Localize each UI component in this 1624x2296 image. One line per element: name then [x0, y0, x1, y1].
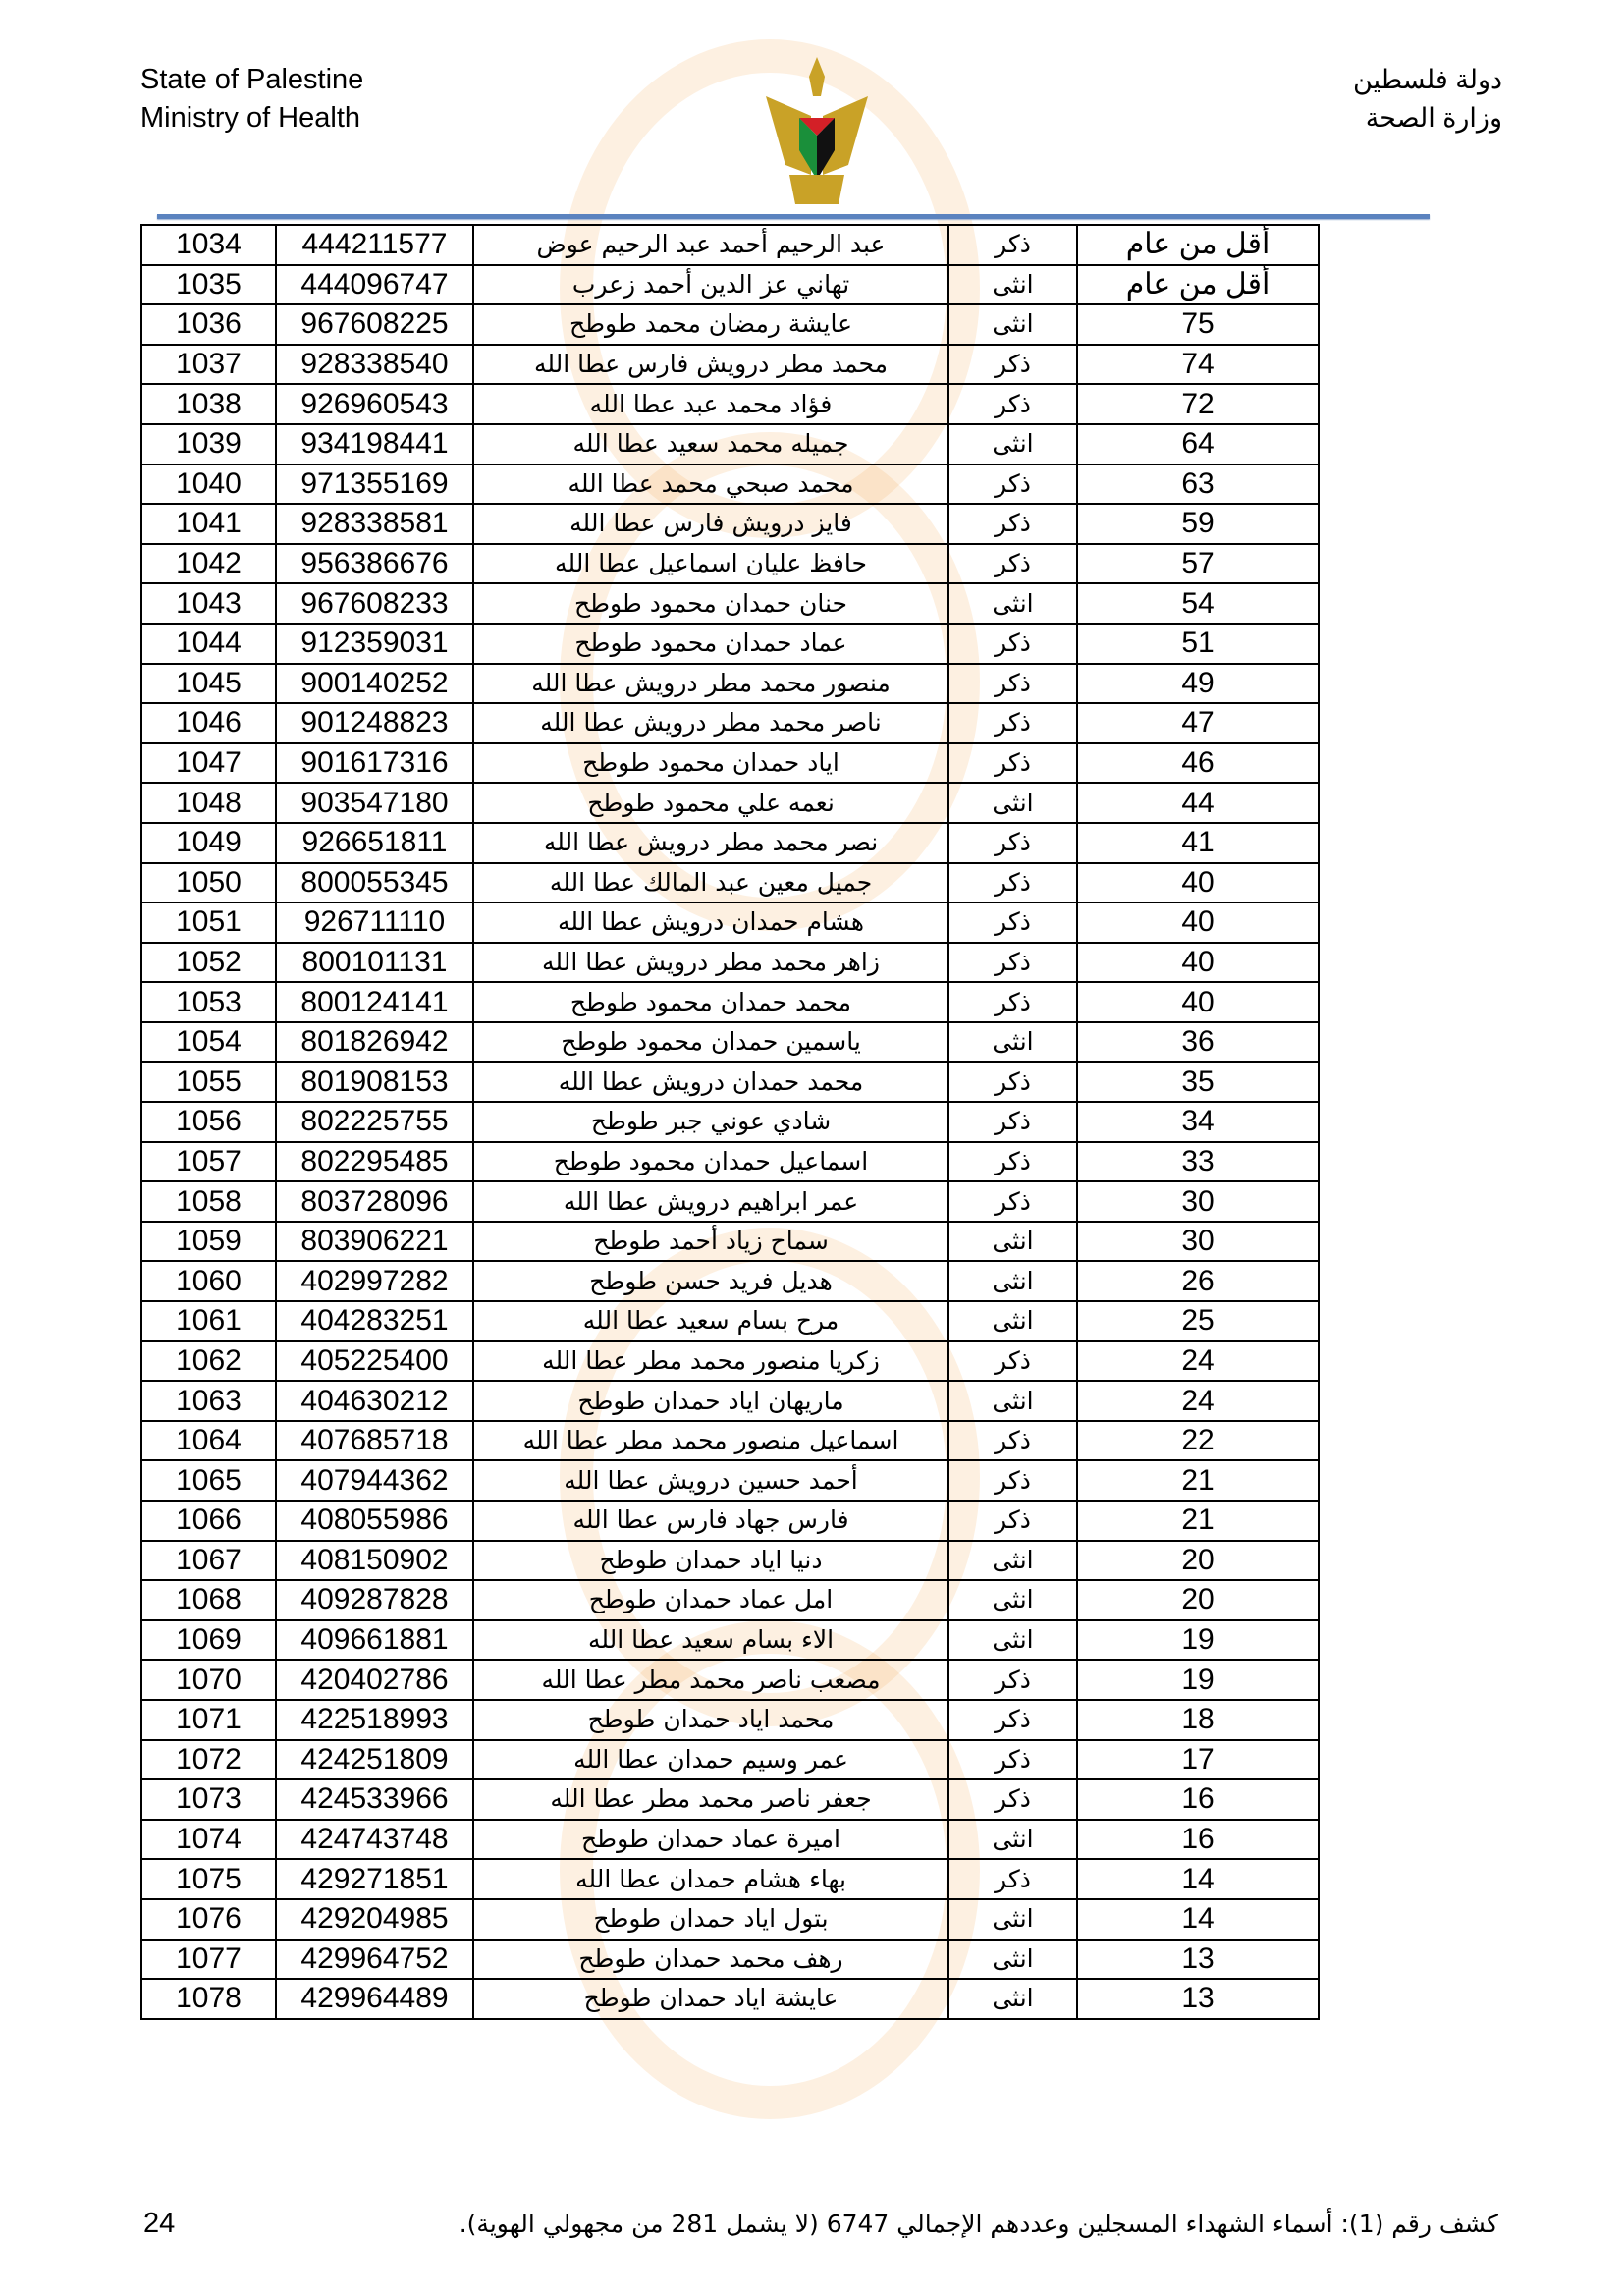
gender-cell: ذكر: [948, 1740, 1077, 1780]
id-cell: 404630212: [276, 1381, 473, 1421]
serial-cell: 1067: [141, 1541, 276, 1581]
table-row: [141, 504, 1319, 544]
age-cell: 26: [1077, 1261, 1319, 1301]
age-cell: 44: [1077, 783, 1319, 823]
age-cell: 20: [1077, 1580, 1319, 1620]
table-row: [141, 1062, 1319, 1102]
serial-cell: 1073: [141, 1779, 276, 1820]
gender-cell: ذكر: [948, 1341, 1077, 1382]
serial-cell: 1071: [141, 1700, 276, 1740]
id-cell: 801826942: [276, 1022, 473, 1063]
age-cell: 33: [1077, 1142, 1319, 1182]
id-cell: 800055345: [276, 863, 473, 903]
serial-cell: 1045: [141, 664, 276, 704]
gender-cell: ذكر: [948, 1421, 1077, 1461]
age-cell: 21: [1077, 1501, 1319, 1541]
id-cell: 424251809: [276, 1740, 473, 1780]
serial-cell: 1058: [141, 1181, 276, 1222]
name-cell: عايشة رمضان محمد طوطح: [473, 304, 948, 345]
id-cell: 926711110: [276, 902, 473, 943]
gender-cell: انثى: [948, 1301, 1077, 1341]
gender-cell: ذكر: [948, 384, 1077, 424]
age-cell: 19: [1077, 1660, 1319, 1700]
gender-cell: ذكر: [948, 225, 1077, 265]
table-row: [141, 1501, 1319, 1541]
name-cell: اسماعيل حمدان محمود طوطح: [473, 1142, 948, 1182]
age-cell: 19: [1077, 1620, 1319, 1661]
serial-cell: 1063: [141, 1381, 276, 1421]
id-cell: 424533966: [276, 1779, 473, 1820]
table-row: [141, 1779, 1319, 1820]
id-cell: 802295485: [276, 1142, 473, 1182]
id-cell: 800124141: [276, 982, 473, 1022]
serial-cell: 1074: [141, 1820, 276, 1860]
age-cell: 41: [1077, 823, 1319, 863]
age-cell: 72: [1077, 384, 1319, 424]
table-row: [141, 1381, 1319, 1421]
id-cell: 408055986: [276, 1501, 473, 1541]
id-cell: 901617316: [276, 743, 473, 784]
id-cell: 901248823: [276, 703, 473, 743]
age-cell: 13: [1077, 1979, 1319, 2019]
table-row: [141, 1940, 1319, 1980]
serial-cell: 1077: [141, 1940, 276, 1980]
id-cell: 928338581: [276, 504, 473, 544]
name-cell: اميرة عماد حمدان طوطح: [473, 1820, 948, 1860]
table-row: [141, 583, 1319, 624]
id-cell: 802225755: [276, 1102, 473, 1142]
gender-cell: ذكر: [948, 624, 1077, 664]
gender-cell: انثى: [948, 1381, 1077, 1421]
id-cell: 429271851: [276, 1859, 473, 1899]
id-cell: 429204985: [276, 1899, 473, 1940]
table-row: [141, 1102, 1319, 1142]
name-cell: محمد حمدان درويش عطا الله: [473, 1062, 948, 1102]
gender-cell: انثى: [948, 424, 1077, 465]
serial-cell: 1040: [141, 465, 276, 505]
age-cell: 54: [1077, 583, 1319, 624]
age-cell: 46: [1077, 743, 1319, 784]
id-cell: 409287828: [276, 1580, 473, 1620]
age-cell: 75: [1077, 304, 1319, 345]
gender-cell: انثى: [948, 1940, 1077, 1980]
serial-cell: 1044: [141, 624, 276, 664]
age-cell: 30: [1077, 1222, 1319, 1262]
age-cell: 40: [1077, 982, 1319, 1022]
serial-cell: 1065: [141, 1460, 276, 1501]
age-cell: 49: [1077, 664, 1319, 704]
header-english: [140, 61, 363, 137]
age-cell: 59: [1077, 504, 1319, 544]
name-cell: هشام حمدان درويش عطا الله: [473, 902, 948, 943]
serial-cell: 1057: [141, 1142, 276, 1182]
id-cell: 801908153: [276, 1062, 473, 1102]
serial-cell: 1075: [141, 1859, 276, 1899]
name-cell: ناصر محمد مطر درويش عطا الله: [473, 703, 948, 743]
id-cell: 429964752: [276, 1940, 473, 1980]
age-cell: 21: [1077, 1460, 1319, 1501]
id-cell: 934198441: [276, 424, 473, 465]
id-cell: 444096747: [276, 265, 473, 305]
name-cell: امل عماد حمدان طوطح: [473, 1580, 948, 1620]
age-cell: 57: [1077, 544, 1319, 584]
name-cell: تهاني عز الدين أحمد زعرب: [473, 265, 948, 305]
name-cell: عمر ابراهيم درويش عطا الله: [473, 1181, 948, 1222]
gender-cell: ذكر: [948, 1859, 1077, 1899]
ministry-name-ar: وزارة الصحة: [1365, 103, 1502, 133]
gender-cell: انثى: [948, 1222, 1077, 1262]
gender-cell: ذكر: [948, 1181, 1077, 1222]
id-cell: 409661881: [276, 1620, 473, 1661]
age-cell: 30: [1077, 1181, 1319, 1222]
serial-cell: 1054: [141, 1022, 276, 1063]
gender-cell: ذكر: [948, 1460, 1077, 1501]
table-row: [141, 982, 1319, 1022]
age-cell: 18: [1077, 1700, 1319, 1740]
table-row: [141, 823, 1319, 863]
name-cell: حنان حمدان محمود طوطح: [473, 583, 948, 624]
id-cell: 424743748: [276, 1820, 473, 1860]
table-row: [141, 384, 1319, 424]
gender-cell: ذكر: [948, 703, 1077, 743]
name-cell: اسماعيل منصور محمد مطر عطا الله: [473, 1421, 948, 1461]
gender-cell: انثى: [948, 1022, 1077, 1063]
table-row: [141, 265, 1319, 305]
serial-cell: 1042: [141, 544, 276, 584]
name-cell: عمر وسيم حمدان عطا الله: [473, 1740, 948, 1780]
name-cell: حافظ عليان اسماعيل عطا الله: [473, 544, 948, 584]
id-cell: 422518993: [276, 1700, 473, 1740]
table-row: [141, 345, 1319, 385]
gender-cell: ذكر: [948, 465, 1077, 505]
serial-cell: 1037: [141, 345, 276, 385]
gender-cell: انثى: [948, 1541, 1077, 1581]
name-cell: دنيا اياد حمدان طوطح: [473, 1541, 948, 1581]
gender-cell: انثى: [948, 583, 1077, 624]
gender-cell: ذكر: [948, 1501, 1077, 1541]
age-cell: 20: [1077, 1541, 1319, 1581]
table-row: [141, 1301, 1319, 1341]
serial-cell: 1049: [141, 823, 276, 863]
table-row: [141, 1740, 1319, 1780]
id-cell: 408150902: [276, 1541, 473, 1581]
serial-cell: 1043: [141, 583, 276, 624]
gender-cell: ذكر: [948, 943, 1077, 983]
serial-cell: 1066: [141, 1501, 276, 1541]
table-row: [141, 465, 1319, 505]
name-cell: سماح زياد أحمد طوطح: [473, 1222, 948, 1262]
name-cell: محمد حمدان محمود طوطح: [473, 982, 948, 1022]
name-cell: محمد صبحي محمد عطا الله: [473, 465, 948, 505]
table-row: [141, 1859, 1319, 1899]
table-row: [141, 225, 1319, 265]
gender-cell: انثى: [948, 1261, 1077, 1301]
gender-cell: انثى: [948, 1580, 1077, 1620]
age-cell: أقل من عام: [1077, 265, 1319, 305]
age-cell: 40: [1077, 902, 1319, 943]
table-row: [141, 1460, 1319, 1501]
serial-cell: 1034: [141, 225, 276, 265]
id-cell: 803728096: [276, 1181, 473, 1222]
name-cell: فايز درويش فارس عطا الله: [473, 504, 948, 544]
name-cell: ماريهان اياد حمدان طوطح: [473, 1381, 948, 1421]
name-cell: الاء بسام سعيد عطا الله: [473, 1620, 948, 1661]
header-divider: [157, 214, 1430, 219]
name-cell: مصعب ناصر محمد مطر عطا الله: [473, 1660, 948, 1700]
gender-cell: ذكر: [948, 1660, 1077, 1700]
id-cell: 967608233: [276, 583, 473, 624]
serial-cell: 1068: [141, 1580, 276, 1620]
gender-cell: ذكر: [948, 823, 1077, 863]
table-row: [141, 1022, 1319, 1063]
serial-cell: 1048: [141, 783, 276, 823]
serial-cell: 1055: [141, 1062, 276, 1102]
age-cell: 24: [1077, 1341, 1319, 1382]
gender-cell: انثى: [948, 1620, 1077, 1661]
gender-cell: ذكر: [948, 982, 1077, 1022]
name-cell: عماد حمدان محمود طوطح: [473, 624, 948, 664]
gender-cell: انثى: [948, 304, 1077, 345]
name-cell: فؤاد محمد عبد عطا الله: [473, 384, 948, 424]
table-row: [141, 544, 1319, 584]
serial-cell: 1039: [141, 424, 276, 465]
gender-cell: انثى: [948, 1820, 1077, 1860]
gender-cell: ذكر: [948, 345, 1077, 385]
name-cell: زاهر محمد مطر درويش عطا الله: [473, 943, 948, 983]
age-cell: 25: [1077, 1301, 1319, 1341]
age-cell: 14: [1077, 1859, 1319, 1899]
table-row: [141, 1222, 1319, 1262]
table-row: [141, 1979, 1319, 2019]
serial-cell: 1056: [141, 1102, 276, 1142]
table-row: [141, 943, 1319, 983]
gender-cell: ذكر: [948, 544, 1077, 584]
gender-cell: ذكر: [948, 664, 1077, 704]
header-arabic: [1353, 61, 1502, 137]
name-cell: ياسمين حمدان محمود طوطح: [473, 1022, 948, 1063]
table-row: [141, 624, 1319, 664]
table-row: [141, 1421, 1319, 1461]
table-row: [141, 1580, 1319, 1620]
state-name: State of Palestine: [140, 64, 364, 95]
age-cell: 16: [1077, 1779, 1319, 1820]
id-cell: 928338540: [276, 345, 473, 385]
serial-cell: 1053: [141, 982, 276, 1022]
table-row: [141, 1181, 1319, 1222]
state-name-ar: دولة فلسطين: [1352, 65, 1502, 94]
table-row: [141, 743, 1319, 784]
table-row: [141, 1341, 1319, 1382]
serial-cell: 1060: [141, 1261, 276, 1301]
table-caption: كشف رقم (1): أسماء الشهداء المسجلين وعددهم الإجمالي 6747 (لا يشمل 281 من مجهولي الهوية).: [459, 2210, 1498, 2238]
id-cell: 926960543: [276, 384, 473, 424]
id-cell: 444211577: [276, 225, 473, 265]
id-cell: 404283251: [276, 1301, 473, 1341]
id-cell: 900140252: [276, 664, 473, 704]
page-number: 24: [143, 2208, 176, 2239]
age-cell: 64: [1077, 424, 1319, 465]
age-cell: 13: [1077, 1940, 1319, 1980]
age-cell: 40: [1077, 863, 1319, 903]
table-row: [141, 1541, 1319, 1581]
table-row: [141, 783, 1319, 823]
id-cell: 803906221: [276, 1222, 473, 1262]
serial-cell: 1072: [141, 1740, 276, 1780]
id-cell: 971355169: [276, 465, 473, 505]
palestine-emblem: [756, 57, 878, 210]
age-cell: 17: [1077, 1740, 1319, 1780]
id-cell: 420402786: [276, 1660, 473, 1700]
age-cell: 35: [1077, 1062, 1319, 1102]
table-row: [141, 424, 1319, 465]
age-cell: أقل من عام: [1077, 225, 1319, 265]
table-row: [141, 664, 1319, 704]
id-cell: 402997282: [276, 1261, 473, 1301]
id-cell: 405225400: [276, 1341, 473, 1382]
id-cell: 912359031: [276, 624, 473, 664]
serial-cell: 1038: [141, 384, 276, 424]
name-cell: فارس جهاد فارس عطا الله: [473, 1501, 948, 1541]
name-cell: محمد مطر درويش فارس عطا الله: [473, 345, 948, 385]
gender-cell: ذكر: [948, 902, 1077, 943]
name-cell: نصر محمد مطر درويش عطا الله: [473, 823, 948, 863]
gender-cell: انثى: [948, 1979, 1077, 2019]
serial-cell: 1069: [141, 1620, 276, 1661]
gender-cell: انثى: [948, 1899, 1077, 1940]
name-cell: محمد اياد حمدان طوطح: [473, 1700, 948, 1740]
serial-cell: 1041: [141, 504, 276, 544]
age-cell: 47: [1077, 703, 1319, 743]
martyrs-table: [140, 224, 1320, 2020]
age-cell: 24: [1077, 1381, 1319, 1421]
gender-cell: انثى: [948, 783, 1077, 823]
serial-cell: 1064: [141, 1421, 276, 1461]
table-row: [141, 902, 1319, 943]
serial-cell: 1061: [141, 1301, 276, 1341]
serial-cell: 1052: [141, 943, 276, 983]
id-cell: 903547180: [276, 783, 473, 823]
table-row: [141, 1660, 1319, 1700]
name-cell: هديل فريد حسن طوطح: [473, 1261, 948, 1301]
name-cell: جعفر ناصر محمد مطر عطا الله: [473, 1779, 948, 1820]
serial-cell: 1076: [141, 1899, 276, 1940]
table-row: [141, 863, 1319, 903]
id-cell: 800101131: [276, 943, 473, 983]
age-cell: 14: [1077, 1899, 1319, 1940]
name-cell: مرح بسام سعيد عطا الله: [473, 1301, 948, 1341]
gender-cell: ذكر: [948, 1700, 1077, 1740]
name-cell: منصور محمد مطر درويش عطا الله: [473, 664, 948, 704]
serial-cell: 1051: [141, 902, 276, 943]
age-cell: 34: [1077, 1102, 1319, 1142]
serial-cell: 1062: [141, 1341, 276, 1382]
gender-cell: ذكر: [948, 1142, 1077, 1182]
name-cell: جميله محمد سعيد عطا الله: [473, 424, 948, 465]
serial-cell: 1047: [141, 743, 276, 784]
gender-cell: ذكر: [948, 863, 1077, 903]
name-cell: عايشة اياد حمدان طوطح: [473, 1979, 948, 2019]
serial-cell: 1078: [141, 1979, 276, 2019]
table-row: [141, 304, 1319, 345]
name-cell: اياد حمدان محمود طوطح: [473, 743, 948, 784]
name-cell: أحمد حسين درويش عطا الله: [473, 1460, 948, 1501]
gender-cell: انثى: [948, 265, 1077, 305]
gender-cell: ذكر: [948, 504, 1077, 544]
age-cell: 74: [1077, 345, 1319, 385]
name-cell: رهف محمد حمدان طوطح: [473, 1940, 948, 1980]
id-cell: 407944362: [276, 1460, 473, 1501]
table-row: [141, 1620, 1319, 1661]
serial-cell: 1036: [141, 304, 276, 345]
serial-cell: 1050: [141, 863, 276, 903]
name-cell: شادي عوني جبر طوطح: [473, 1102, 948, 1142]
serial-cell: 1046: [141, 703, 276, 743]
age-cell: 51: [1077, 624, 1319, 664]
table-row: [141, 1700, 1319, 1740]
age-cell: 16: [1077, 1820, 1319, 1860]
id-cell: 956386676: [276, 544, 473, 584]
age-cell: 36: [1077, 1022, 1319, 1063]
table-row: [141, 1820, 1319, 1860]
gender-cell: ذكر: [948, 1779, 1077, 1820]
id-cell: 429964489: [276, 1979, 473, 2019]
name-cell: عبد الرحيم أحمد عبد الرحيم عوض: [473, 225, 948, 265]
name-cell: بتول اياد حمدان طوطح: [473, 1899, 948, 1940]
table-row: [141, 703, 1319, 743]
gender-cell: ذكر: [948, 1102, 1077, 1142]
table-row: [141, 1142, 1319, 1182]
name-cell: بهاء هشام حمدان عطا الله: [473, 1859, 948, 1899]
id-cell: 967608225: [276, 304, 473, 345]
serial-cell: 1070: [141, 1660, 276, 1700]
name-cell: زكريا منصور محمد مطر عطا الله: [473, 1341, 948, 1382]
age-cell: 40: [1077, 943, 1319, 983]
id-cell: 926651811: [276, 823, 473, 863]
gender-cell: ذكر: [948, 1062, 1077, 1102]
serial-cell: 1035: [141, 265, 276, 305]
id-cell: 407685718: [276, 1421, 473, 1461]
age-cell: 22: [1077, 1421, 1319, 1461]
ministry-name: Ministry of Health: [140, 102, 361, 134]
age-cell: 63: [1077, 465, 1319, 505]
table-row: [141, 1899, 1319, 1940]
name-cell: جميل معين عبد المالك عطا الله: [473, 863, 948, 903]
name-cell: نعمه علي محمود طوطح: [473, 783, 948, 823]
serial-cell: 1059: [141, 1222, 276, 1262]
table-row: [141, 1261, 1319, 1301]
gender-cell: ذكر: [948, 743, 1077, 784]
